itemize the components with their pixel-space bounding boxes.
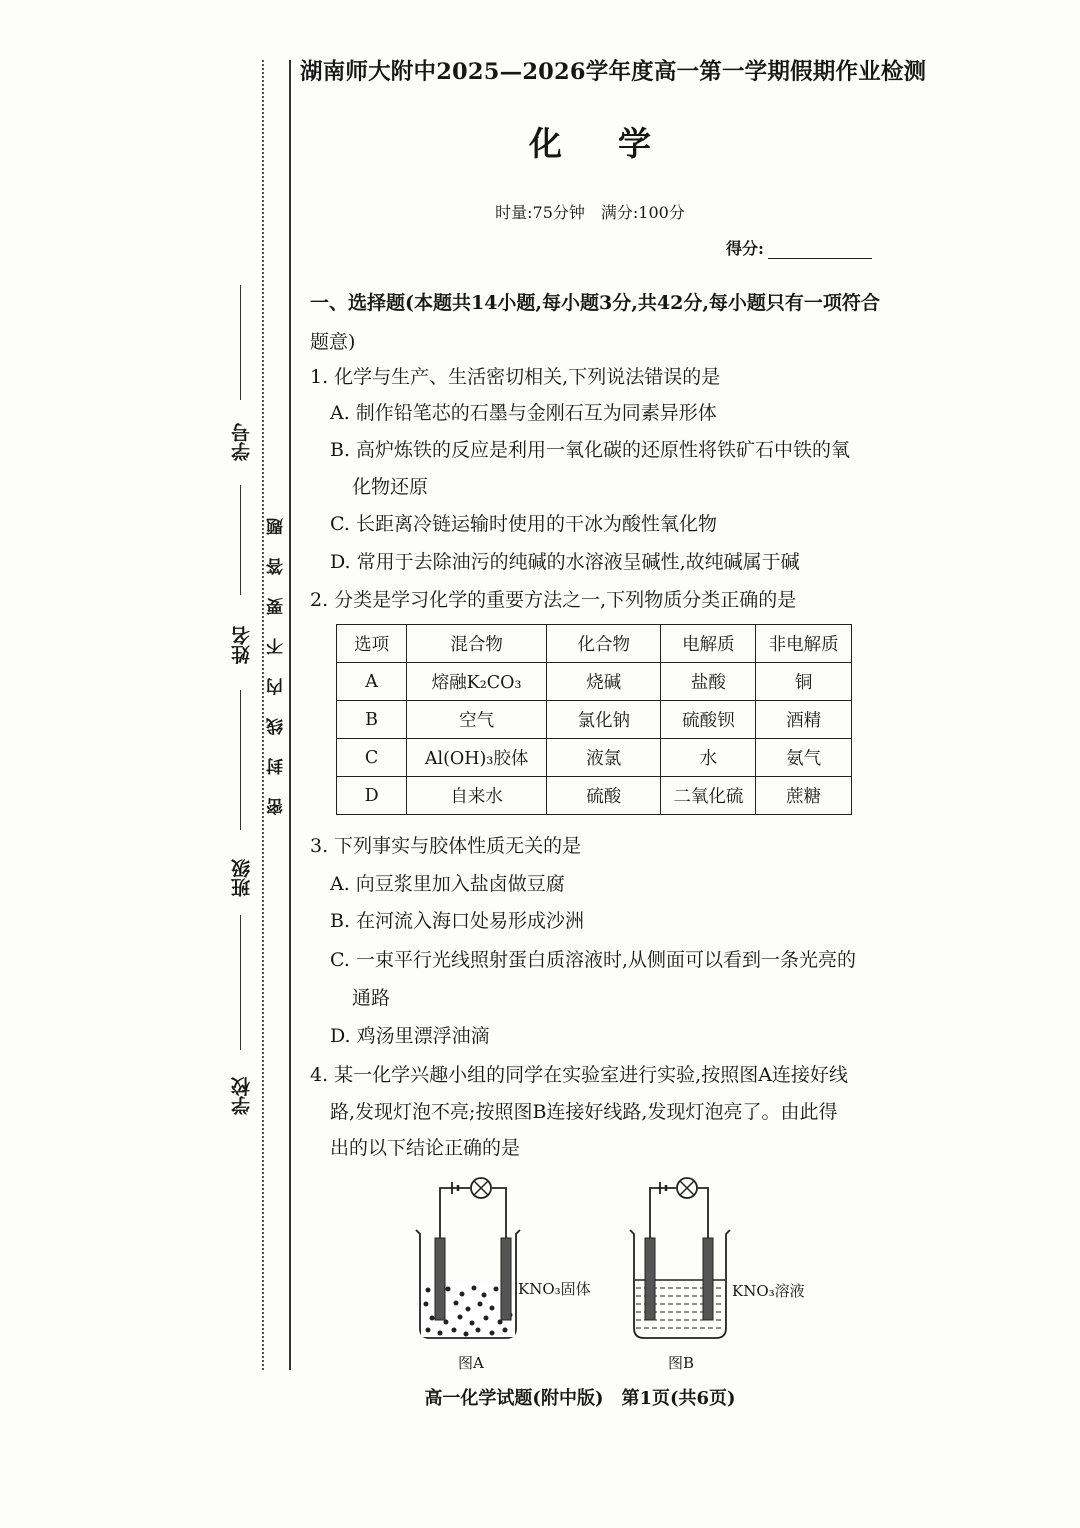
question-1-option-c: C. 长距离冷链运输时使用的干冰为酸性氧化物 xyxy=(330,513,717,535)
figure-a-caption: 图A xyxy=(458,1354,484,1372)
figure-b-caption: 图B xyxy=(668,1354,695,1372)
exam-title: 湖南师大附中2025—2026学年度高一第一学期假期作业检测 xyxy=(300,59,927,85)
section-heading: 一、选择题(本题共14小题,每小题3分,共42分,每小题只有一项符合 xyxy=(310,292,880,314)
question-3-option-c-cont: 通路 xyxy=(352,987,391,1009)
binding-solid-line xyxy=(289,60,291,1370)
seal-notice: 密封线内不要答题 xyxy=(267,495,287,815)
question-4-stem: 4. 某一化学兴趣小组的同学在实验室进行实验,按照图A连接好线 xyxy=(310,1064,848,1086)
field-label-name: 姓名 xyxy=(231,626,253,664)
table-cell: 氨气 xyxy=(756,739,852,777)
table-cell: 液氯 xyxy=(547,739,661,777)
table-cell: 蔗糖 xyxy=(756,777,852,815)
table-cell: 盐酸 xyxy=(661,663,756,701)
table-header-cell: 化合物 xyxy=(547,625,661,663)
table-cell: 熔融K₂CO₃ xyxy=(407,663,547,701)
subject-title: 化学 xyxy=(529,124,707,163)
figure-a-substance-label: KNO₃固体 xyxy=(518,1280,591,1298)
field-rule xyxy=(240,485,241,595)
table-cell: 烧碱 xyxy=(547,663,661,701)
table-cell: 二氧化硫 xyxy=(661,777,756,815)
table-row xyxy=(337,777,852,815)
figure-b-apparatus xyxy=(628,1168,738,1348)
table-row xyxy=(337,739,852,777)
field-rule xyxy=(240,285,241,400)
table-cell: A xyxy=(337,663,407,701)
question-4-stem-cont: 出的以下结论正确的是 xyxy=(330,1137,521,1159)
question-1-stem: 1. 化学与生产、生活密切相关,下列说法错误的是 xyxy=(310,366,721,388)
question-3-option-c: C. 一束平行光线照射蛋白质溶液时,从侧面可以看到一条光亮的 xyxy=(330,949,856,971)
table-cell: 铜 xyxy=(756,663,852,701)
question-1-option-b: B. 高炉炼铁的反应是利用一氧化碳的还原性将铁矿石中铁的氧 xyxy=(330,439,851,461)
figure-b-substance-label: KNO₃溶液 xyxy=(732,1282,805,1300)
question-1-option-a: A. 制作铅笔芯的石墨与金刚石互为同素异形体 xyxy=(330,402,717,424)
question-1-option-d: D. 常用于去除油污的纯碱的水溶液呈碱性,故纯碱属于碱 xyxy=(330,551,800,573)
table-cell: Al(OH)₃胶体 xyxy=(407,739,547,777)
score-field xyxy=(726,236,872,259)
table-cell: 氯化钠 xyxy=(547,701,661,739)
table-cell: B xyxy=(337,701,407,739)
field-rule xyxy=(240,690,241,830)
table-cell: 硫酸钡 xyxy=(661,701,756,739)
table-header-cell: 电解质 xyxy=(661,625,756,663)
exam-info: 时量:75分钟 满分:100分 xyxy=(495,203,685,222)
table-cell: 自来水 xyxy=(407,777,547,815)
question-3-option-a: A. 向豆浆里加入盐卤做豆腐 xyxy=(330,873,565,895)
question-3-option-d: D. 鸡汤里漂浮油滴 xyxy=(330,1025,490,1047)
table-header-cell: 混合物 xyxy=(407,625,547,663)
table-cell: C xyxy=(337,739,407,777)
field-label-school: 学校 xyxy=(231,1077,253,1115)
field-label-class: 班级 xyxy=(231,859,253,897)
table-cell: 空气 xyxy=(407,701,547,739)
classification-table xyxy=(336,624,852,815)
question-3-stem: 3. 下列事实与胶体性质无关的是 xyxy=(310,835,582,857)
section-heading-cont: 题意) xyxy=(310,331,356,353)
score-blank[interactable] xyxy=(768,242,872,259)
table-cell: 硫酸 xyxy=(547,777,661,815)
question-3-option-b: B. 在河流入海口处易形成沙洲 xyxy=(330,910,585,932)
table-header-cell: 非电解质 xyxy=(756,625,852,663)
figure-a-apparatus xyxy=(410,1168,525,1348)
table-cell: 酒精 xyxy=(756,701,852,739)
table-row xyxy=(337,663,852,701)
binding-dotted-line xyxy=(262,60,264,1370)
table-header-row xyxy=(337,625,852,663)
page-footer: 高一化学试题(附中版) 第1页(共6页) xyxy=(424,1388,736,1409)
table-cell: D xyxy=(337,777,407,815)
score-label: 得分: xyxy=(726,239,764,258)
field-label-student-id: 学号 xyxy=(231,423,253,461)
table-row xyxy=(337,701,852,739)
question-2-stem: 2. 分类是学习化学的重要方法之一,下列物质分类正确的是 xyxy=(310,589,797,611)
table-cell: 水 xyxy=(661,739,756,777)
field-rule xyxy=(240,915,241,1050)
question-1-option-b-cont: 化物还原 xyxy=(352,476,429,498)
table-header-cell: 选项 xyxy=(337,625,407,663)
question-4-stem-cont: 路,发现灯泡不亮;按照图B连接好线路,发现灯泡亮了。由此得 xyxy=(330,1101,838,1123)
